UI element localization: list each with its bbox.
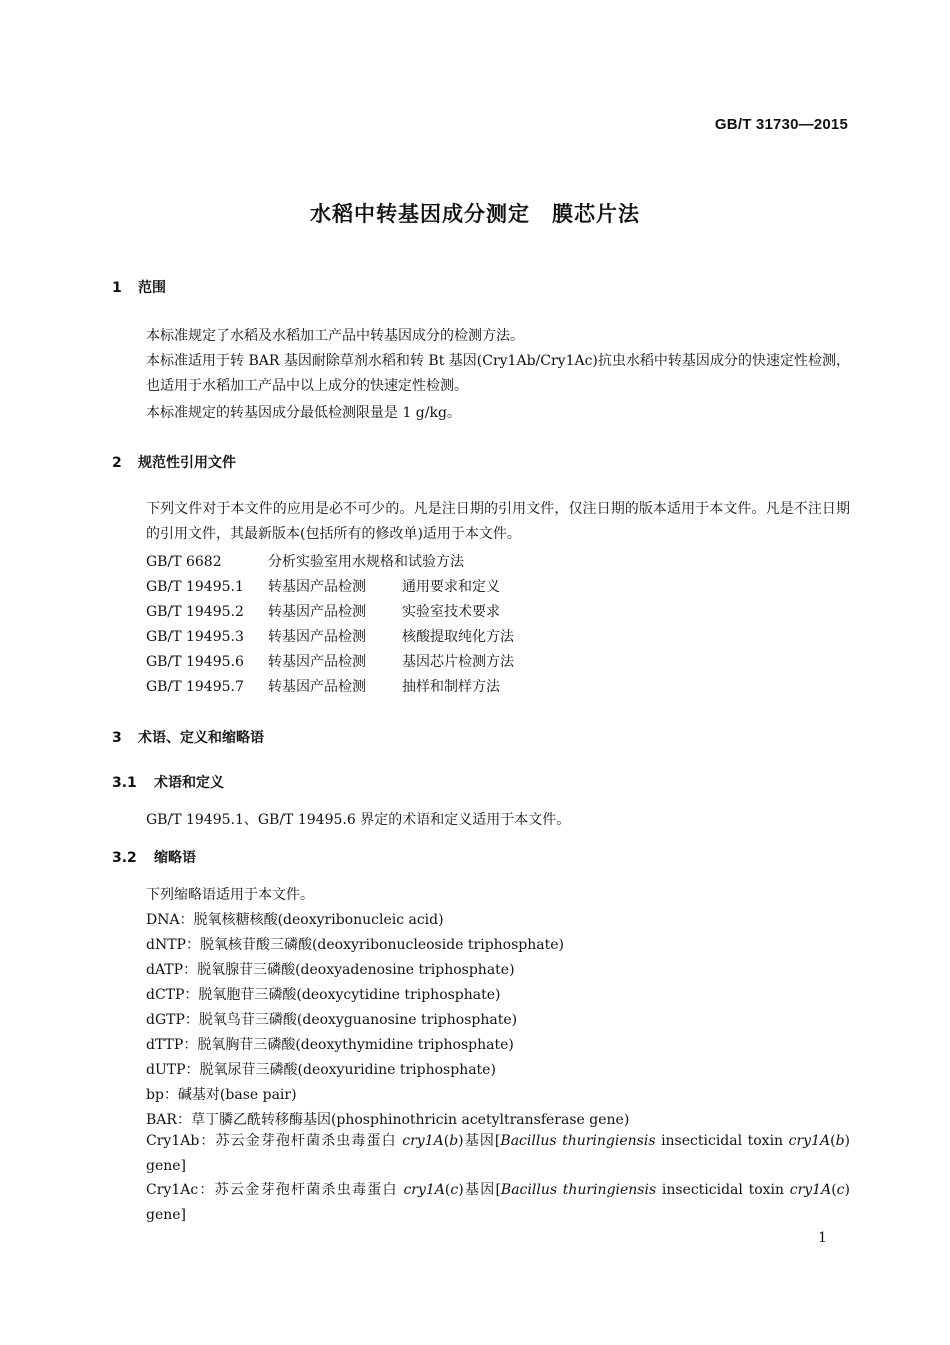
abbreviation-item: dATP：脱氧腺苷三磷酸(deoxyadenosine triphosphate) [146,962,515,978]
text-run: )基因[ [458,1182,501,1198]
section-title: 范围 [138,280,166,296]
reference-subtitle: 通用要求和定义 [402,579,500,595]
abbreviation-item: BAR：草丁膦乙酰转移酶基因(phosphinothricin acetyltransferase gene) [146,1112,630,1128]
reference-subtitle: 实验室技术要求 [402,604,500,620]
scope-paragraph-3: 本标准规定的转基因成分最低检测限量是 1 g/kg。 [146,405,461,421]
page-number: 1 [818,1230,827,1246]
text-run: Cry1Ac：苏云金芽孢杆菌杀虫毒蛋白 [146,1182,404,1198]
gene-name: cry1A [789,1182,832,1198]
species-name: Bacillus thuringiensis [500,1133,656,1149]
text-run: ( [443,1133,450,1149]
section-number: 2 [112,455,122,471]
abbreviation-item: dNTP：脱氧核苷酸三磷酸(deoxyribonucleoside triphosphate) [146,937,564,953]
reference-item [146,651,514,671]
reference-title: 转基因产品检测 [268,579,366,595]
section-1-heading [112,277,166,297]
abbreviation-item: dUTP：脱氧尿苷三磷酸(deoxyuridine triphosphate) [146,1062,496,1078]
section-number: 3.1 [112,775,137,791]
reference-code: GB/T 19495.3 [146,629,244,645]
reference-title: 分析实验室用水规格和试验方法 [268,554,464,570]
reference-title: 转基因产品检测 [268,654,366,670]
section-title: 术语和定义 [154,775,224,791]
text-run: ) gene] [146,1182,850,1223]
section-number: 1 [112,280,122,296]
abbreviation-cry1ac [112,1178,850,1228]
reference-title: 转基因产品检测 [268,679,366,695]
text-run: insecticidal toxin [656,1182,790,1198]
gene-variant: c [836,1182,845,1198]
reference-code: GB/T 19495.7 [146,679,244,695]
terms-definitions-text: GB/T 19495.1、GB/T 19495.6 界定的术语和定义适用于本文件。 [146,812,571,828]
scope-paragraph-2-text: 本标准适用于转 BAR 基因耐除草剂水稻和转 Bt 基因(Cry1Ab/Cry1Ac)抗虫水稻中转基因成分的快速定性检测，也适用于水稻加工产品中以上成分的快速定性检测。 [146,353,850,394]
reference-title: 转基因产品检测 [268,604,366,620]
text-run: ) gene] [146,1133,851,1174]
scope-paragraph-2 [112,349,850,399]
references-intro [112,497,850,547]
abbreviation-cry1ab-text [112,1129,850,1179]
gene-variant: c [450,1182,459,1198]
text-run: ( [444,1182,451,1198]
reference-code: GB/T 19495.6 [146,654,244,670]
reference-subtitle: 抽样和制样方法 [402,679,500,695]
references-intro-text: 下列文件对于本文件的应用是必不可少的。凡是注日期的引用文件，仅注日期的版本适用于本文件。凡是不注日期的引用文件，其最新版本(包括所有的修改单)适用于本文件。 [146,501,850,542]
section-2-heading [112,452,236,472]
reference-code: GB/T 6682 [146,554,222,570]
gene-variant: b [835,1133,845,1149]
abbreviation-cry1ab [112,1129,850,1179]
reference-item [146,676,500,696]
abbreviation-item: dTTP：脱氧胸苷三磷酸(deoxythymidine triphosphate) [146,1037,514,1053]
reference-item [146,551,464,571]
reference-code: GB/T 19495.2 [146,604,244,620]
text-run: ( [830,1133,836,1149]
abbreviations-intro: 下列缩略语适用于本文件。 [146,887,314,903]
gene-name: cry1A [403,1182,445,1198]
gene-variant: b [449,1133,459,1149]
section-3-heading [112,727,264,747]
abbreviation-item: dGTP：脱氧鸟苷三磷酸(deoxyguanosine triphosphate) [146,1012,518,1028]
text-run: )基因[ [458,1133,501,1149]
abbreviation-item: DNA：脱氧核糖核酸(deoxyribonucleic acid) [146,912,444,928]
reference-subtitle: 基因芯片检测方法 [402,654,514,670]
section-title: 术语、定义和缩略语 [138,730,264,746]
abbreviation-item: dCTP：脱氧胞苷三磷酸(deoxycytidine triphosphate) [146,987,501,1003]
abbreviation-cry1ac-text [112,1178,850,1228]
reference-item [146,601,500,621]
reference-code: GB/T 19495.1 [146,579,244,595]
standard-number: GB/T 31730—2015 [714,116,848,133]
section-title: 规范性引用文件 [138,455,236,471]
section-3-2-heading [112,847,196,867]
text-run: Cry1Ab：苏云金芽孢杆菌杀虫毒蛋白 [146,1133,403,1149]
gene-name: cry1A [788,1133,831,1149]
section-title: 缩略语 [154,850,196,866]
species-name: Bacillus thuringiensis [500,1182,657,1198]
section-number: 3.2 [112,850,137,866]
reference-item [146,626,514,646]
section-number: 3 [112,730,122,746]
scope-paragraph-1: 本标准规定了水稻及水稻加工产品中转基因成分的检测方法。 [146,328,524,344]
text-run: ( [831,1182,837,1198]
abbreviation-item: bp：碱基对(base pair) [146,1087,297,1103]
document-title: 水稻中转基因成分测定 膜芯片法 [310,202,640,226]
reference-subtitle: 核酸提取纯化方法 [402,629,514,645]
text-run: insecticidal toxin [655,1133,789,1149]
reference-title: 转基因产品检测 [268,629,366,645]
reference-item [146,576,500,596]
gene-name: cry1A [402,1133,444,1149]
section-3-1-heading [112,772,224,792]
